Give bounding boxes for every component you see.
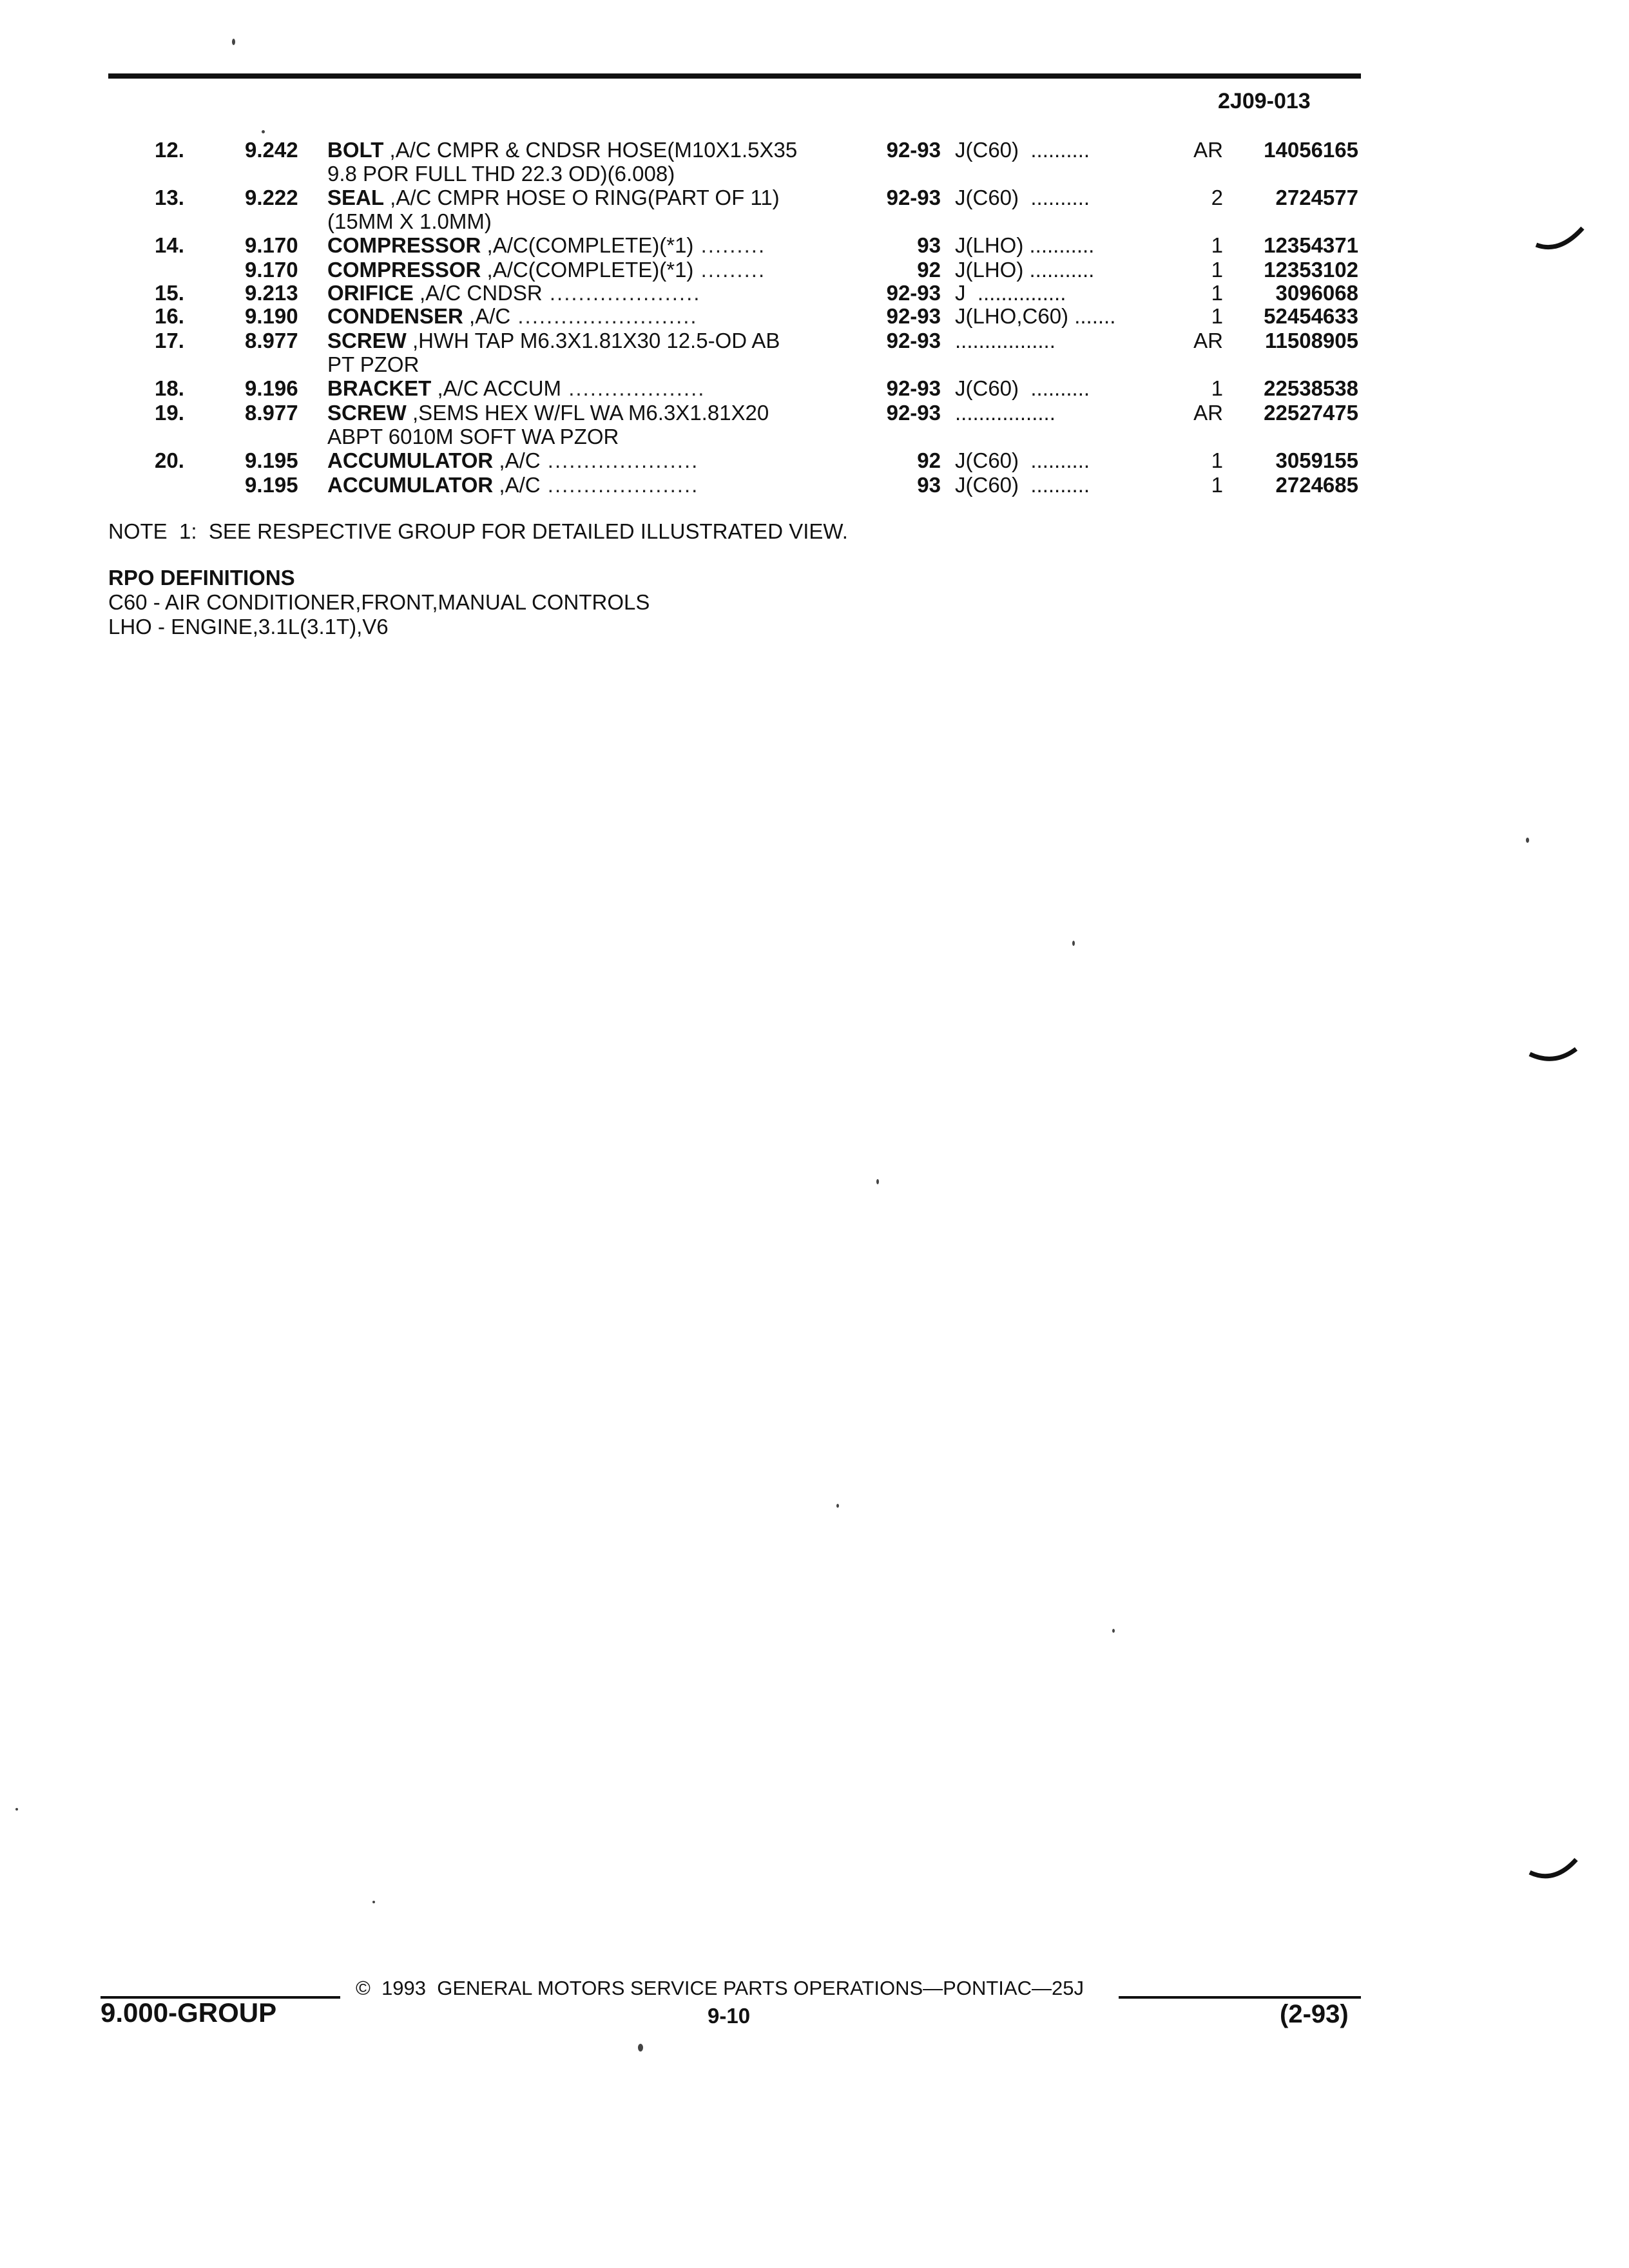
item-number: 13. <box>155 186 184 209</box>
leader-dots: ..................... <box>540 448 699 472</box>
item-name: ACCUMULATOR <box>327 448 494 472</box>
part-number: 14056165 <box>1264 138 1358 162</box>
part-number: 3059155 <box>1275 448 1358 472</box>
group-number: 8.977 <box>245 329 298 352</box>
group-number: 9.222 <box>245 186 298 209</box>
table-row <box>0 186 1629 210</box>
application: ................. <box>955 401 1055 425</box>
application: J(C60) .......... <box>955 448 1090 472</box>
scan-speck <box>1112 1629 1115 1633</box>
item-description <box>327 138 797 162</box>
quantity: 1 <box>1211 258 1223 282</box>
application: J(LHO,C60) ....... <box>955 304 1116 328</box>
item-number: 12. <box>155 138 184 162</box>
item-name: SEAL <box>327 186 385 209</box>
item-name: BOLT <box>327 138 384 162</box>
table-row <box>0 401 1629 425</box>
model-years: 92-93 <box>886 138 941 162</box>
table-row <box>0 448 1629 473</box>
quantity: 1 <box>1211 448 1223 472</box>
binder-tab-mark <box>1527 1037 1579 1070</box>
item-desc: ,A/C(COMPLETE)(*1) <box>481 233 694 257</box>
item-name: BRACKET <box>327 376 432 400</box>
leader-dots: ................... <box>561 376 706 400</box>
application: ................. <box>955 329 1055 352</box>
group-number: 9.190 <box>245 304 298 328</box>
item-description <box>327 281 700 305</box>
footer-page-number: 9-10 <box>708 2004 751 2028</box>
leader-dots: ......... <box>693 258 766 282</box>
item-desc: ,A/C CMPR HOSE O RING(PART OF 11) <box>384 186 780 209</box>
group-number: 9.195 <box>245 473 298 497</box>
item-description <box>327 473 699 497</box>
quantity: AR <box>1193 401 1223 425</box>
table-row-continuation <box>0 162 1629 186</box>
group-number: 8.977 <box>245 401 298 425</box>
item-number: 16. <box>155 304 184 328</box>
model-years: 92-93 <box>886 186 941 209</box>
group-number: 9.213 <box>245 281 298 305</box>
scan-speck <box>372 1901 375 1903</box>
item-description <box>327 304 698 329</box>
group-number: 9.195 <box>245 448 298 472</box>
scan-speck <box>1072 941 1075 946</box>
item-name: ACCUMULATOR <box>327 473 494 497</box>
item-description <box>327 186 780 210</box>
application: J(LHO) ........... <box>955 258 1095 282</box>
application: J(C60) .......... <box>955 138 1090 162</box>
quantity: AR <box>1193 138 1223 162</box>
item-desc: ,A/C CNDSR <box>413 281 543 305</box>
scan-speck <box>836 1504 839 1508</box>
page-code: 2J09-013 <box>1218 89 1311 113</box>
item-desc: ,A/C CMPR & CNDSR HOSE(M10X1.5X35 <box>383 138 798 162</box>
leader-dots: ..................... <box>542 281 701 305</box>
part-number: 11508905 <box>1264 329 1358 352</box>
item-description <box>327 376 705 401</box>
part-number: 2724577 <box>1275 186 1358 209</box>
item-number: 18. <box>155 376 184 400</box>
scan-speck <box>1526 838 1529 843</box>
item-desc: ,HWH TAP M6.3X1.81X30 12.5-OD AB <box>406 329 780 352</box>
table-row-continuation <box>0 352 1629 377</box>
table-row <box>0 233 1629 258</box>
top-rule <box>108 73 1361 79</box>
item-name: COMPRESSOR <box>327 233 481 257</box>
model-years: 92-93 <box>886 281 941 305</box>
quantity: 1 <box>1211 473 1223 497</box>
item-number: 15. <box>155 281 184 305</box>
model-years: 93 <box>917 233 941 257</box>
part-number: 22538538 <box>1264 376 1358 400</box>
footer-rule-right <box>1119 1996 1361 1999</box>
binder-tab-mark <box>1534 226 1585 258</box>
item-description-cont: PT PZOR <box>327 352 419 376</box>
item-name: SCREW <box>327 401 407 425</box>
item-description <box>327 401 769 425</box>
item-number: 20. <box>155 448 184 472</box>
group-number: 9.170 <box>245 258 298 282</box>
item-description <box>327 329 780 353</box>
item-name: ORIFICE <box>327 281 414 305</box>
footer-revision-date: (2-93) <box>1280 2000 1349 2028</box>
application: J(C60) .......... <box>955 376 1090 400</box>
quantity: 1 <box>1211 281 1223 305</box>
item-desc: ,A/C(COMPLETE)(*1) <box>481 258 694 282</box>
item-number: 14. <box>155 233 184 257</box>
table-row <box>0 138 1629 162</box>
item-number: 19. <box>155 401 184 425</box>
leader-dots: ......... <box>693 233 766 257</box>
footer-copyright: © 1993 GENERAL MOTORS SERVICE PARTS OPERATIONS—PONTIAC—25J <box>356 1977 1084 1999</box>
item-description <box>327 258 766 282</box>
item-description-cont: ABPT 6010M SOFT WA PZOR <box>327 425 619 448</box>
item-description-cont: 9.8 POR FULL THD 22.3 OD)(6.008) <box>327 162 675 186</box>
table-row-continuation <box>0 209 1629 234</box>
model-years: 92-93 <box>886 376 941 400</box>
model-years: 92-93 <box>886 401 941 425</box>
part-number: 12354371 <box>1264 233 1358 257</box>
part-number: 52454633 <box>1264 304 1358 328</box>
quantity: 2 <box>1211 186 1223 209</box>
quantity: 1 <box>1211 376 1223 400</box>
footnote: NOTE 1: SEE RESPECTIVE GROUP FOR DETAILED ILLUSTRATED VIEW. <box>108 519 848 543</box>
scan-speck <box>262 130 265 133</box>
group-number: 9.242 <box>245 138 298 162</box>
item-desc: ,A/C ACCUM <box>431 376 562 400</box>
scan-speck <box>232 39 235 45</box>
quantity: 1 <box>1211 304 1223 328</box>
table-row <box>0 376 1629 401</box>
item-desc: ,SEMS HEX W/FL WA M6.3X1.81X20 <box>406 401 769 425</box>
rpo-title: RPO DEFINITIONS <box>108 566 295 590</box>
application: J(C60) .......... <box>955 186 1090 209</box>
application: J ............... <box>955 281 1066 305</box>
item-description <box>327 233 766 258</box>
group-number: 9.170 <box>245 233 298 257</box>
table-row <box>0 258 1629 282</box>
group-number: 9.196 <box>245 376 298 400</box>
table-row <box>0 281 1629 305</box>
scan-speck <box>876 1179 879 1184</box>
item-desc: ,A/C <box>493 448 541 472</box>
leader-dots: ......................... <box>510 304 698 328</box>
application: J(LHO) ........... <box>955 233 1095 257</box>
quantity: AR <box>1193 329 1223 352</box>
scan-speck <box>15 1808 18 1811</box>
table-row <box>0 304 1629 329</box>
table-row <box>0 329 1629 353</box>
item-description <box>327 448 699 473</box>
scan-speck <box>638 2044 643 2052</box>
item-desc: ,A/C <box>493 473 541 497</box>
part-number: 3096068 <box>1275 281 1358 305</box>
leader-dots: ..................... <box>540 473 699 497</box>
item-desc: ,A/C <box>463 304 511 328</box>
model-years: 92-93 <box>886 329 941 352</box>
item-name: CONDENSER <box>327 304 463 328</box>
quantity: 1 <box>1211 233 1223 257</box>
model-years: 92 <box>917 258 941 282</box>
item-number: 17. <box>155 329 184 352</box>
model-years: 93 <box>917 473 941 497</box>
table-row <box>0 473 1629 497</box>
model-years: 92-93 <box>886 304 941 328</box>
part-number: 12353102 <box>1264 258 1358 282</box>
item-description-cont: (15MM X 1.0MM) <box>327 209 492 233</box>
item-name: COMPRESSOR <box>327 258 481 282</box>
footer-group: 9.000-GROUP <box>101 1997 277 2028</box>
table-row-continuation <box>0 425 1629 449</box>
rpo-line-c60: C60 - AIR CONDITIONER,FRONT,MANUAL CONTROLS <box>108 590 650 614</box>
rpo-line-lho: LHO - ENGINE,3.1L(3.1T),V6 <box>108 615 389 639</box>
application: J(C60) .......... <box>955 473 1090 497</box>
part-number: 2724685 <box>1275 473 1358 497</box>
binder-tab-mark <box>1527 1856 1579 1888</box>
item-name: SCREW <box>327 329 407 352</box>
model-years: 92 <box>917 448 941 472</box>
part-number: 22527475 <box>1264 401 1358 425</box>
